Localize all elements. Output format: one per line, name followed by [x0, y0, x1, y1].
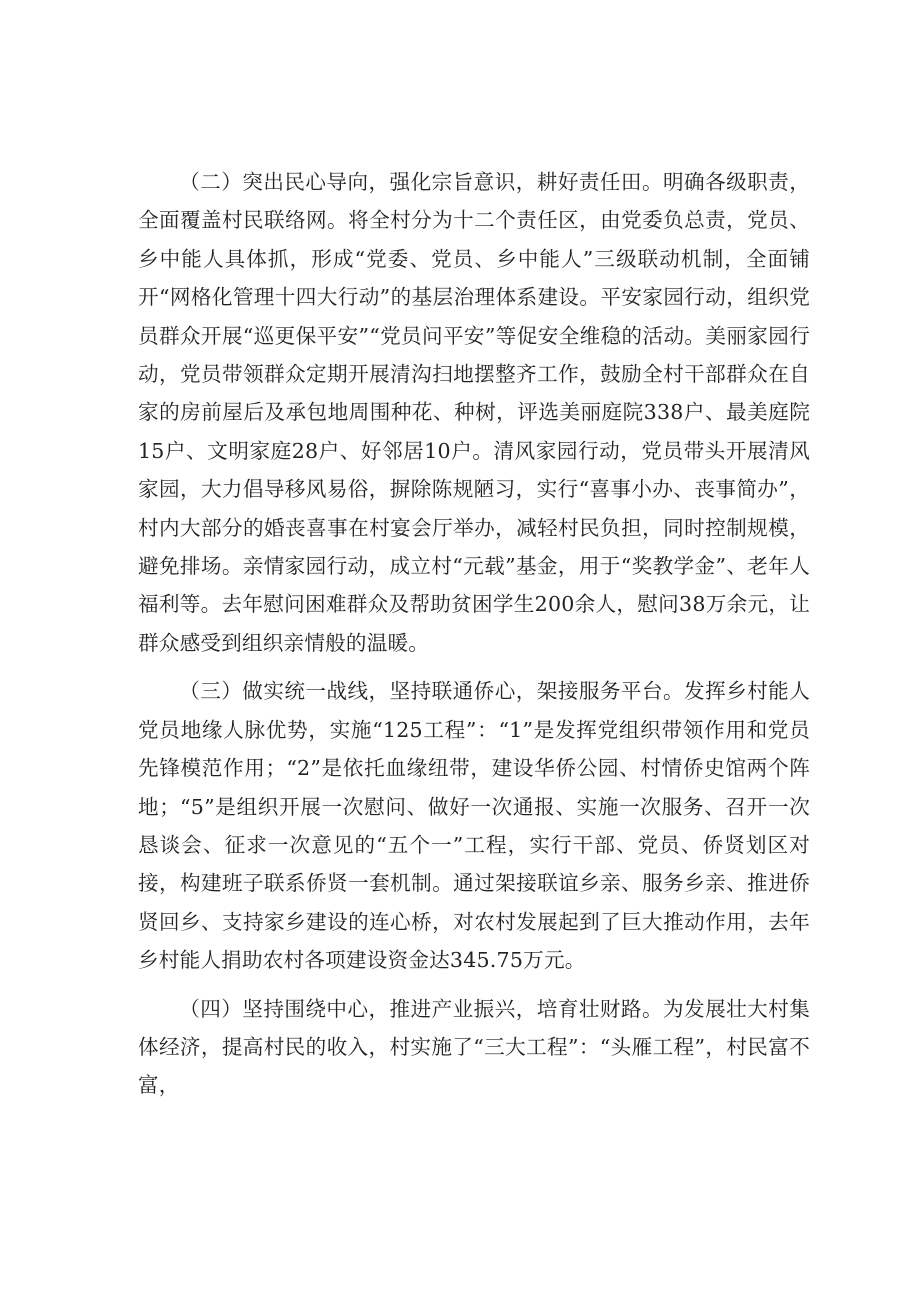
paragraph-section-3: （三）做实统一战线，坚持联通侨心，架接服务平台。发挥乡村能人党员地缘人脉优势，实施“125工程”：“1”是发挥党组织带领作用和党员先锋模范作用；“2”是依托血缘纽带，建设华侨公园、村情侨史馆两个阵地；“5”是组织开展一次慰问、做好一次通报、实施一次服务、召开一次恳谈会、征求一次意见的“五个一”工程，实行干部、党员、侨贤划区对接，构建班子联系侨贤一套机制。通过架接联谊乡亲、服务乡亲、推进侨贤回乡、支持家乡建设的连心桥，对农村发展起到了巨大推动作用，去年乡村能人捐助农村各项建设资金达345.75万元。 [138, 679, 810, 973]
paragraph-section-4: （四）坚持围绕中心，推进产业振兴，培育壮财路。为发展壮大村集体经济，提高村民的收入，村实施了“三大工程”：“头雁工程”，村民富不富， [138, 996, 810, 1098]
document-body [138, 163, 810, 1105]
paragraph-section-2: （二）突出民心导向，强化宗旨意识，耕好责任田。明确各级职责，全面覆盖村民联络网。将全村分为十二个责任区，由党委负总责，党员、乡中能人具体抓，形成“党委、党员、乡中能人”三级联动机制，全面铺开“网格化管理十四大行动”的基层治理体系建设。平安家园行动，组织党员群众开展“巡更保平安”“党员问平安”等促安全维稳的活动。美丽家园行动，党员带领群众定期开展清沟扫地摆整齐工作，鼓励全村干部群众在自家的房前屋后及承包地周围种花、种树，评选美丽庭院338户、最美庭院15户、文明家庭28户、好邻居10户。清风家园行动，党员带头开展清风家园，大力倡导移风易俗，摒除陈规陋习，实行“喜事小办、丧事简办”，村内大部分的婚丧喜事在村宴会厅举办，减轻村民负担，同时控制规模，避免排场。亲情家园行动，成立村“元载”基金，用于“奖教学金”、老年人福利等。去年慰问困难群众及帮助贫困学生200余人，慰问38万余元，让群众感受到组织亲情般的温暖。 [138, 170, 810, 655]
